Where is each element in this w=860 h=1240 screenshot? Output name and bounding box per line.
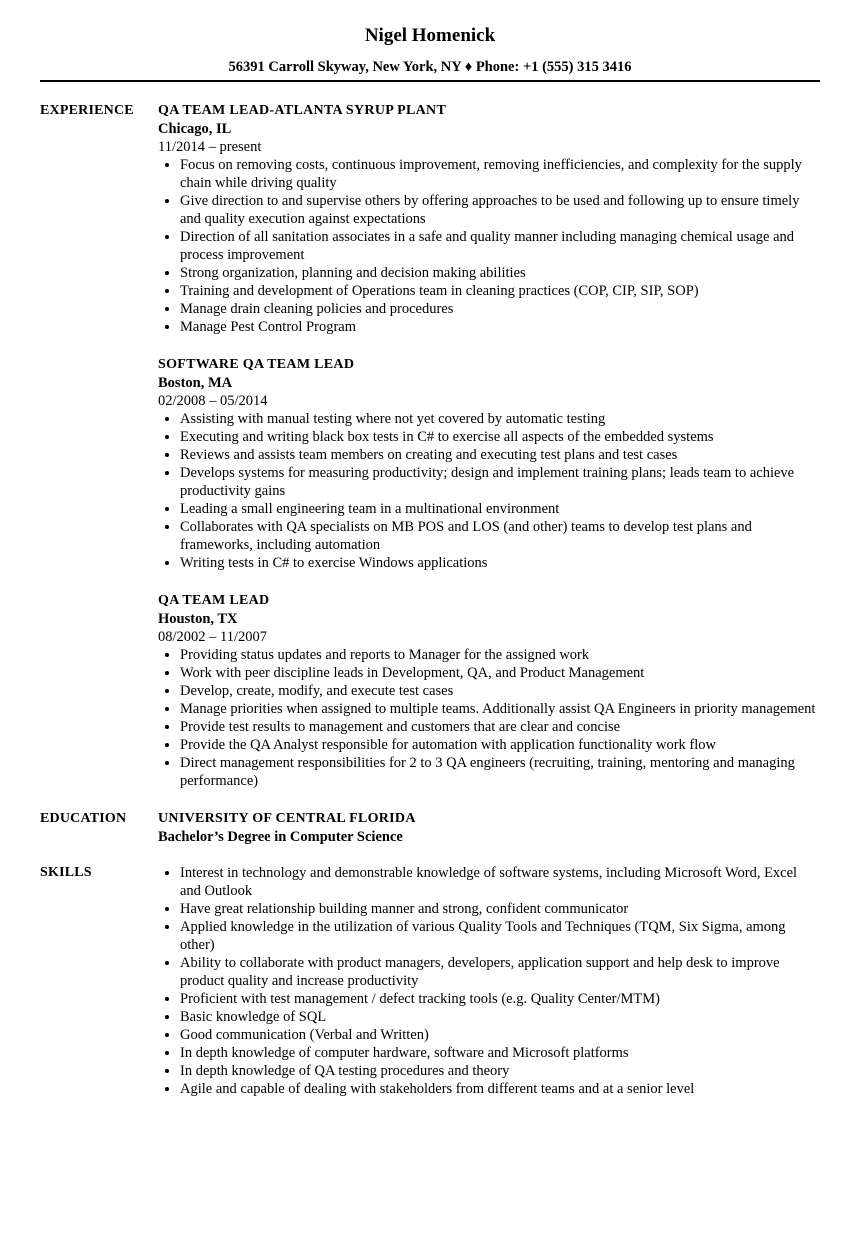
job-bullet: • Direct management responsibilities for 2 to 3 QA engineers (recruiting, training, mentoring and managing performance) (180, 754, 820, 790)
job-bullet: • Give direction to and supervise others by offering approaches to be used and following up to ensure timely and quality execution against expectations (180, 192, 820, 228)
skills-list (158, 864, 820, 1098)
job-bullet: • Strong organization, planning and decision making abilities (180, 264, 820, 282)
job-bullet: • Training and development of Operations team in cleaning practices (COP, CIP, SIP, SOP) (180, 282, 820, 300)
skill-item: • Agile and capable of dealing with stakeholders from different teams and at a senior level (180, 1080, 820, 1098)
job-dates: 11/2014 – present (158, 139, 262, 155)
job-dates: 08/2002 – 11/2007 (158, 629, 268, 645)
skills-section (40, 864, 820, 1098)
job-bullet: • Focus on removing costs, continuous improvement, removing inefficiencies, and complexity for the supply chain while driving quality (180, 156, 820, 192)
school-name: UNIVERSITY OF CENTRAL FLORIDA (158, 811, 416, 826)
education-heading: EDUCATION (40, 811, 127, 826)
experience-body (158, 102, 820, 790)
job-bullet: • Executing and writing black box tests in C# to exercise all aspects of the embedded systems (180, 428, 820, 446)
skill-item: • In depth knowledge of QA testing procedures and theory (180, 1062, 820, 1080)
header-divider (40, 80, 820, 82)
job-bullet: • Manage Pest Control Program (180, 318, 820, 336)
skill-item: • Applied knowledge in the utilization of various Quality Tools and Techniques (TQM, Six Sigma, among other) (180, 918, 820, 954)
contact-line: 56391 Carroll Skyway, New York, NY ♦ Phone: +1 (555) 315 3416 (228, 59, 632, 75)
job-bullet: • Reviews and assists team members on creating and executing test plans and test cases (180, 446, 820, 464)
skill-item: • Good communication (Verbal and Written) (180, 1026, 820, 1044)
job-bullet: • Writing tests in C# to exercise Windows applications (180, 554, 820, 572)
job-bullet: • Direction of all sanitation associates in a safe and quality manner including managing chemical usage and process improvement (180, 228, 820, 264)
job-bullet: • Providing status updates and reports to Manager for the assigned work (180, 646, 820, 664)
job-bullets (158, 646, 820, 790)
job-bullets (158, 156, 820, 336)
experience-heading: EXPERIENCE (40, 103, 134, 118)
job-bullet: • Collaborates with QA specialists on MB POS and LOS (and other) teams to develop test plans and frameworks, including automation (180, 518, 820, 554)
education-body (158, 810, 820, 846)
degree: Bachelor’s Degree in Computer Science (158, 829, 403, 845)
candidate-name: Nigel Homenick (364, 25, 496, 46)
job-location: Boston, MA (158, 375, 233, 391)
job-bullet: • Work with peer discipline leads in Development, QA, and Product Management (180, 664, 820, 682)
job-bullet: • Manage drain cleaning policies and procedures (180, 300, 820, 318)
job-bullet: • Manage priorities when assigned to multiple teams. Additionally assist QA Engineers in priority management (180, 700, 820, 718)
skill-item: • Have great relationship building manner and strong, confident communicator (180, 900, 820, 918)
job-title: SOFTWARE QA TEAM LEAD (158, 357, 355, 372)
skill-item: • Basic knowledge of SQL (180, 1008, 820, 1026)
job-entry (158, 102, 820, 336)
job-title: QA TEAM LEAD-ATLANTA SYRUP PLANT (158, 103, 447, 118)
job-entry (158, 592, 820, 790)
job-title: QA TEAM LEAD (158, 593, 270, 608)
job-bullets (158, 410, 820, 572)
job-dates: 02/2008 – 05/2014 (158, 393, 268, 409)
job-bullet: • Leading a small engineering team in a multinational environment (180, 500, 820, 518)
education-section (40, 810, 820, 846)
skill-item: • Ability to collaborate with product managers, developers, application support and help desk to improve product quality and increase productivity (180, 954, 820, 990)
job-bullet: • Develops systems for measuring productivity; design and implement training plans; leads team to achieve productivity gains (180, 464, 820, 500)
job-bullet: • Provide test results to management and customers that are clear and concise (180, 718, 820, 736)
skill-item: • Proficient with test management / defect tracking tools (e.g. Quality Center/MTM) (180, 990, 820, 1008)
skill-item: • In depth knowledge of computer hardware, software and Microsoft platforms (180, 1044, 820, 1062)
job-location: Houston, TX (158, 611, 238, 627)
job-entry (158, 356, 820, 572)
job-bullet: • Assisting with manual testing where not yet covered by automatic testing (180, 410, 820, 428)
job-location: Chicago, IL (158, 121, 232, 137)
job-bullet: • Provide the QA Analyst responsible for automation with application functionality work flow (180, 736, 820, 754)
skills-heading: SKILLS (40, 865, 92, 880)
experience-section (40, 102, 820, 790)
skills-body (158, 864, 820, 1098)
job-bullet: • Develop, create, modify, and execute test cases (180, 682, 820, 700)
skill-item: • Interest in technology and demonstrable knowledge of software systems, including Microsoft Word, Excel and Outlook (180, 864, 820, 900)
